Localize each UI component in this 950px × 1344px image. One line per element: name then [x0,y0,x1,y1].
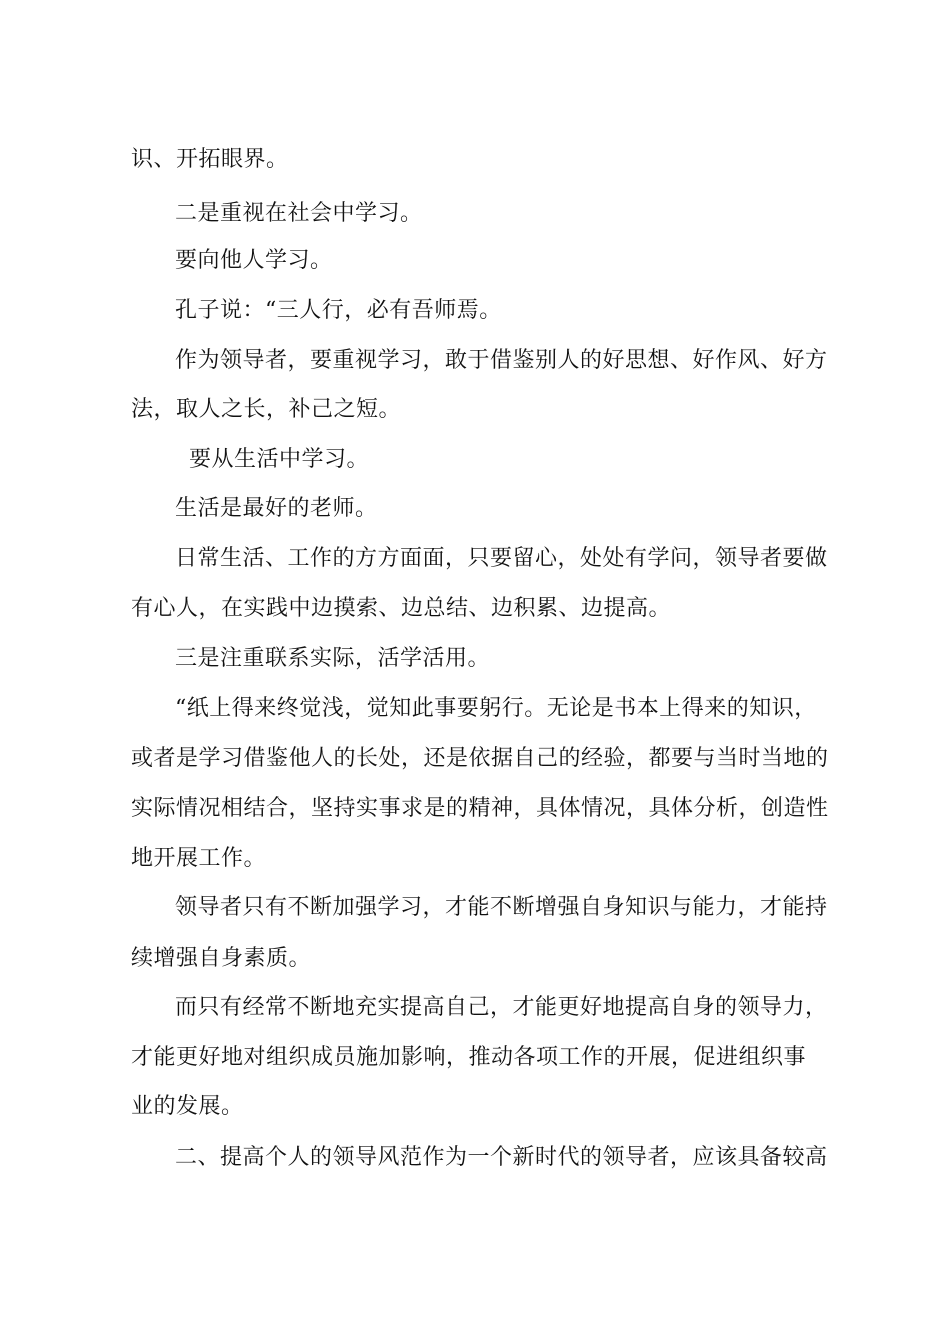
text-line: 实际情况相结合，坚持实事求是的精神，具体情况，具体分析，创造性 [131,796,829,821]
text-line: 生活是最好的老师。 [175,496,378,521]
text-line: 有心人，在实践中边摸索、边总结、边积累、边提高。 [131,596,672,621]
text-line: 才能更好地对组织成员施加影响，推动各项工作的开展，促进组织事 [131,1045,807,1070]
text-line: 识、开拓眼界。 [131,147,289,172]
text-line: 作为领导者，要重视学习，敢于借鉴别人的好思想、好作风、好方 [175,348,828,373]
text-line: 领导者只有不断加强学习，才能不断增强自身知识与能力，才能持 [175,895,828,920]
text-line: “纸上得来终觉浅，觉知此事要躬行。无论是书本上得来的知识， [175,696,817,721]
text-line: 三是注重联系实际，活学活用。 [175,646,491,671]
text-line: 二、提高个人的领导风范作为一个新时代的领导者，应该具备较高 [175,1145,828,1170]
text-line: 而只有经常不断地充实提高自己，才能更好地提高自身的领导力， [175,995,828,1020]
text-line: 日常生活、工作的方方面面，只要留心，处处有学问，领导者要做 [175,546,828,571]
text-line: 法，取人之长，补己之短。 [131,397,402,422]
text-line: 要从生活中学习。 [189,447,370,472]
text-line: 孔子说：“三人行，必有吾师焉。 [175,298,502,323]
text-line: 续增强自身素质。 [131,946,312,971]
text-line: 或者是学习借鉴他人的长处，还是依据自己的经验，都要与当时当地的 [131,746,829,771]
text-line: 二是重视在社会中学习。 [175,201,423,226]
text-line: 要向他人学习。 [175,248,333,273]
text-line: 业的发展。 [131,1094,244,1119]
text-line: 地开展工作。 [131,846,267,871]
